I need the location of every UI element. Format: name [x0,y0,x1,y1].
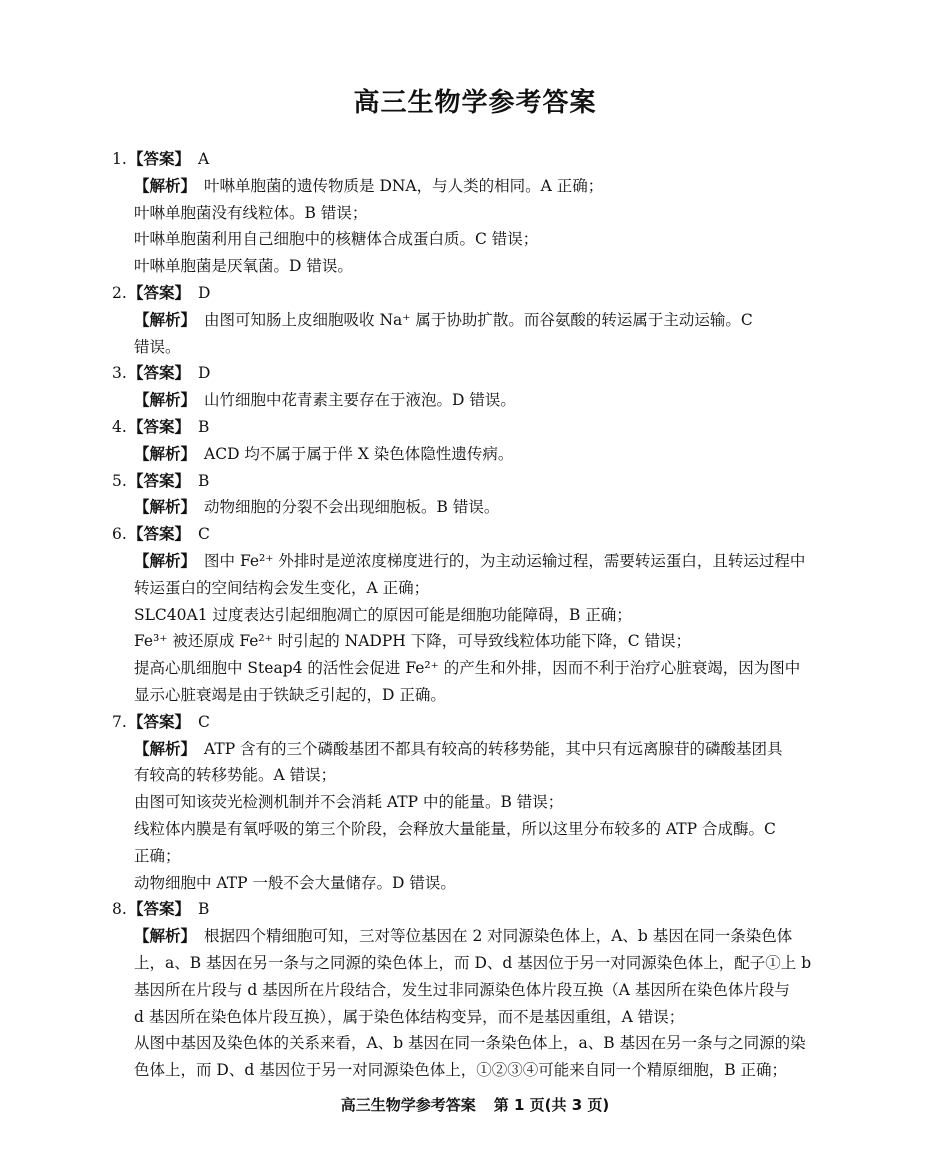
question-number: 8. [112,900,127,919]
analysis-continuation [112,628,837,655]
analysis-text: 线粒体内膜是有氧呼吸的第三个阶段，会释放大量能量，所以这里分布较多的 ATP 合成酶。C [134,819,776,838]
answer-value: B [198,900,210,919]
question-block [112,360,837,414]
question-block [112,468,837,522]
analysis-text: 显示心脏衰竭是由于铁缺乏引起的，D 正确。 [134,685,446,704]
answer-line [112,280,837,307]
analysis-text: 图中 Fe²⁺ 外排时是逆浓度梯度进行的，为主动运输过程，需要转运蛋白，且转运过程中 [204,551,806,570]
analysis-tag: 【解析】 [134,498,197,517]
analysis-tag: 【解析】 [134,739,197,758]
question-block [112,146,837,280]
analysis-line [112,387,837,414]
analysis-continuation [112,200,837,227]
answer-tag: 【答案】 [128,150,191,168]
answer-tag: 【答案】 [128,900,191,919]
answer-value: B [198,471,210,490]
analysis-line [112,548,837,575]
answer-line [112,146,837,173]
analysis-text: 叶啉单胞菌是厌氧菌。D 错误。 [134,257,353,276]
analysis-text: 有较高的转移势能。A 错误； [134,766,337,785]
analysis-text: 基因所在片段与 d 基因所在片段结合，发生过非同源染色体片段互换（A 基因所在染色体片段与 [134,980,790,999]
analysis-text: 叶啉单胞菌利用自己细胞中的核糖体合成蛋白质。C 错误； [134,230,539,249]
analysis-continuation [112,253,837,280]
question-number: 5. [112,471,127,490]
analysis-text: Fe³⁺ 被还原成 Fe²⁺ 时引起的 NADPH 下降，可导致线粒体功能下降，C 错误； [134,632,692,651]
question-number: 4. [112,417,127,436]
footer-page-info: 第 1 页(共 3 页) [493,1096,610,1114]
answer-line [112,521,837,548]
question-block [112,896,837,1084]
answer-line [112,709,837,736]
analysis-continuation [112,1057,837,1084]
analysis-line [112,923,837,950]
question-block [112,709,837,897]
answer-tag: 【答案】 [128,471,191,490]
analysis-text: 叶啉单胞菌的遗传物质是 DNA，与人类的相同。A 正确； [204,176,604,195]
analysis-text: 动物细胞中 ATP 一般不会大量储存。D 错误。 [134,873,456,892]
page-footer [0,1094,950,1116]
analysis-continuation [112,575,837,602]
analysis-tag: 【解析】 [134,927,197,946]
analysis-continuation [112,334,837,361]
analysis-text: 山竹细胞中花青素主要存在于液泡。D 错误。 [204,391,516,410]
analysis-text: 叶啉单胞菌没有线粒体。B 错误； [134,203,368,222]
answer-value: C [198,712,210,731]
analysis-text: 由图可知肠上皮细胞吸收 Na⁺ 属于协助扩散。而谷氨酸的转运属于主动运输。C [204,310,753,329]
analysis-text: ACD 均不属于属于伴 X 染色体隐性遗传病。 [204,444,514,463]
analysis-continuation [112,816,837,843]
analysis-text: SLC40A1 过度表达引起细胞凋亡的原因可能是细胞功能障碍，B 正确； [134,605,632,624]
analysis-continuation [112,226,837,253]
answer-list [112,146,837,1084]
question-number: 3. [112,364,127,383]
analysis-continuation [112,977,837,1004]
analysis-continuation [112,843,837,870]
analysis-text: 错误。 [134,337,181,356]
analysis-continuation [112,602,837,629]
analysis-text: 色体上，而 D、d 基因位于另一对同源染色体上，①②③④可能来自同一个精原细胞，B 正确； [134,1061,788,1080]
analysis-text: 从图中基因及染色体的关系来看，A、b 基因在同一条染色体上，a、B 基因在另一条与之同源的染 [134,1034,806,1053]
question-block [112,521,837,709]
answer-value: D [198,364,211,383]
question-block [112,414,837,468]
analysis-text: 提高心肌细胞中 Steap4 的活性会促进 Fe²⁺ 的产生和外排，因而不利于治疗心脏衰竭，因为图中 [134,659,801,678]
footer-doc-name: 高三生物学参考答案 [340,1096,476,1114]
answer-line [112,896,837,923]
analysis-line [112,441,837,468]
analysis-tag: 【解析】 [134,176,197,195]
analysis-text: 由图可知该荧光检测机制并不会消耗 ATP 中的能量。B 错误； [134,793,564,812]
analysis-text: 上，a、B 基因在另一条与之同源的染色体上，而 D、d 基因位于另一对同源染色体上，配子①上 b [134,953,812,972]
analysis-text: 根据四个精细胞可知，三对等位基因在 2 对同源染色体上，A、b 基因在同一条染色体 [204,927,793,946]
answer-value: C [198,525,210,544]
question-number: 7. [112,712,127,731]
analysis-tag: 【解析】 [134,444,197,463]
analysis-text: 转运蛋白的空间结构会发生变化，A 正确； [134,578,430,597]
answer-tag: 【答案】 [128,712,191,731]
analysis-continuation [112,1030,837,1057]
analysis-continuation [112,682,837,709]
question-number: 1. [112,150,127,168]
analysis-text: 动物细胞的分裂不会出现细胞板。B 错误。 [204,498,500,517]
page-title: 高三生物学参考答案 [353,88,597,118]
analysis-continuation [112,1004,837,1031]
question-block [112,280,837,360]
question-number: 2. [112,283,127,302]
analysis-text: 正确； [134,846,181,865]
answer-line [112,468,837,495]
question-number: 6. [112,525,127,544]
analysis-line [112,736,837,763]
analysis-continuation [112,870,837,897]
analysis-continuation [112,789,837,816]
answer-value: B [198,417,210,436]
answer-tag: 【答案】 [128,283,191,302]
analysis-text: ATP 含有的三个磷酸基团不都具有较高的转移势能，其中只有远离腺苷的磷酸基团具 [204,739,783,758]
analysis-line [112,307,837,334]
answer-line [112,414,837,441]
analysis-tag: 【解析】 [134,391,197,410]
answer-value: D [198,283,211,302]
analysis-line [112,173,837,200]
answer-tag: 【答案】 [128,364,191,383]
answer-line [112,360,837,387]
answer-value: A [198,150,210,168]
analysis-continuation [112,655,837,682]
answer-tag: 【答案】 [128,525,191,544]
answer-tag: 【答案】 [128,417,191,436]
analysis-continuation [112,762,837,789]
analysis-tag: 【解析】 [134,551,197,570]
analysis-line [112,494,837,521]
analysis-text: d 基因所在染色体片段互换），属于染色体结构变异，而不是基因重组，A 错误； [134,1007,685,1026]
analysis-tag: 【解析】 [134,310,197,329]
analysis-continuation [112,950,837,977]
